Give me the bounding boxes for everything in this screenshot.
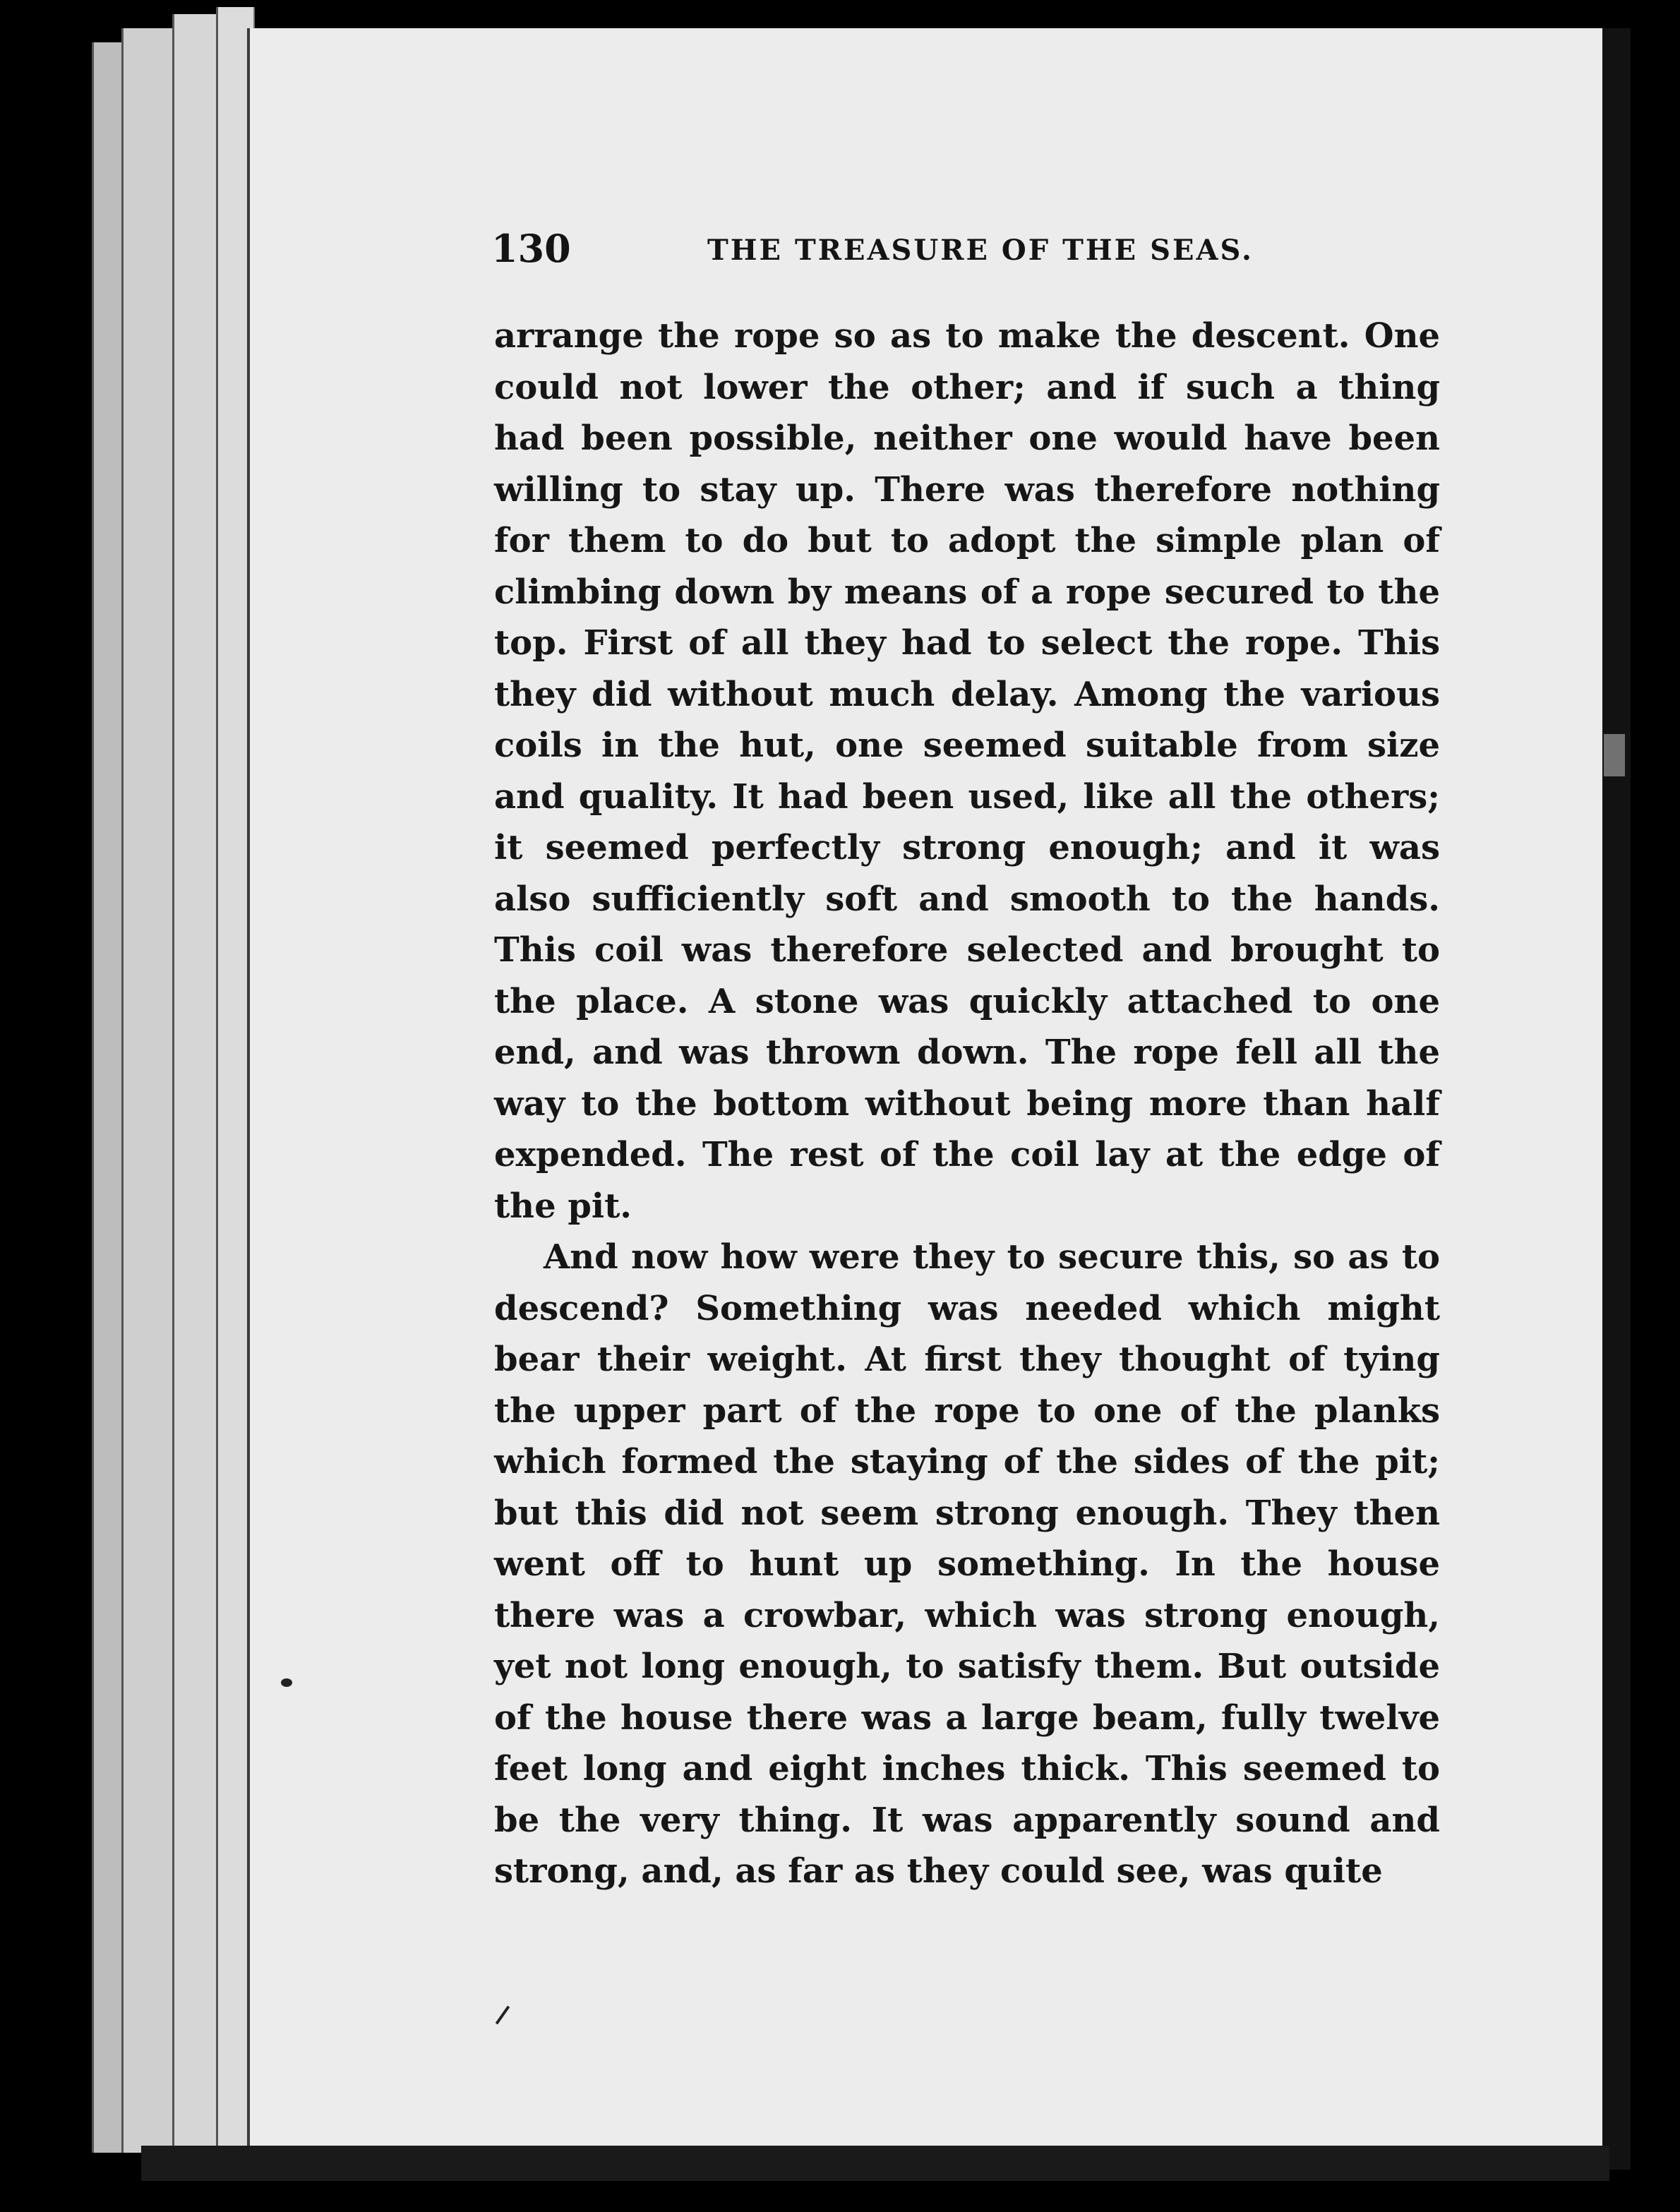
edge-smudge — [1604, 734, 1625, 776]
running-head — [247, 220, 1447, 277]
paragraph: arrange the rope so as to make the descent. One could not lower the other; and if such a thing had been possible, neither one would have been willing to stay up. There was therefore nothing for them to do but to adopt the simple plan of climbing down by means of a rope secured to the top. First of all they had to select the rope. This they did without much delay. Among the various coils in the hut, one seemed suitable from size and quality. It had been used, like all the others; it seemed perfectly strong enough; and it was also sufficiently soft and smooth to the hands. This coil was therefore selected and brought to the place. A stone was quickly attached to one end, and was thrown down. The rope fell all the way to the bottom without being more than half expended. The rest of the coil lay at the edge of the pit. — [494, 316, 1440, 1226]
paragraph: And now how were they to secure this, so as to descend? Something was needed which might bear their weight. At first they thought of tying the upper part of the rope to one of the planks which formed the staying of the sides of the pit; but this did not seem strong enough. They then went off to hunt up something. In the house there was a crowbar, which was strong enough, yet not long enough, to satisfy them. But outside of the house there was a large beam, fully twelve feet long and eight inches thick. This seemed to be the very thing. It was apparently sound and strong, and, as far as they could see, was quite — [494, 1237, 1440, 1891]
page-number: 130 — [491, 226, 571, 271]
stray-ink-mark — [281, 1678, 292, 1687]
binding-shadow — [1602, 28, 1631, 2170]
facing-page-edge — [1631, 28, 1680, 2167]
bottom-shadow — [141, 2146, 1609, 2181]
page-edge — [172, 14, 218, 2153]
page-edge — [92, 42, 124, 2153]
running-title: THE TREASURE OF THE SEAS. — [707, 234, 1254, 267]
body-text — [494, 311, 1440, 1897]
page-edge — [121, 28, 174, 2153]
